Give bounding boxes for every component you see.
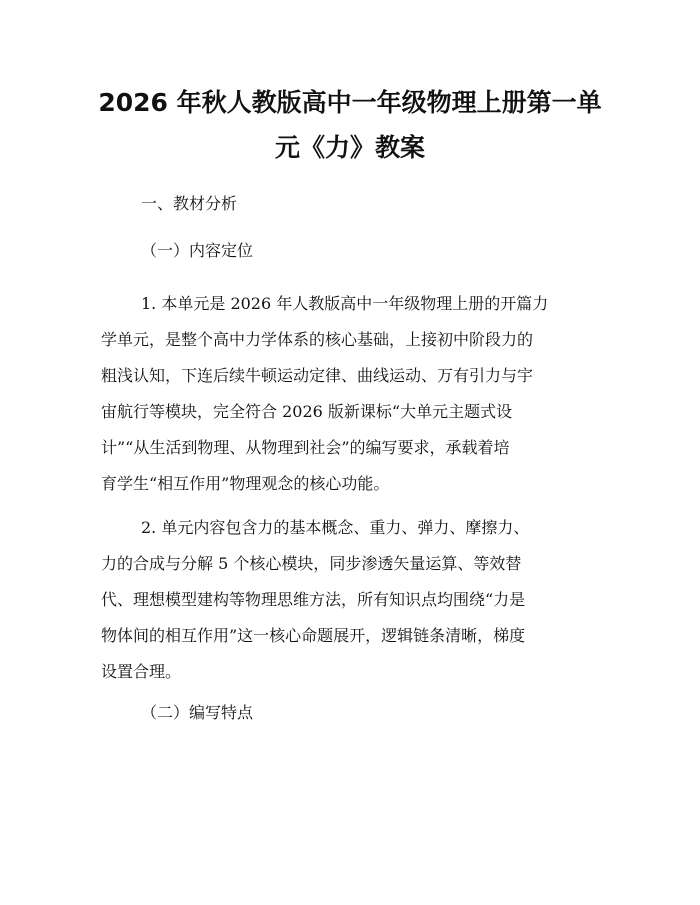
section-heading-textbook-analysis: 一、教材分析 [141,194,238,213]
paragraph-1-line-1: 1. 本单元是 2026 年人教版高中一年级物理上册的开篇力 [141,294,549,313]
document-title-line-2: 元《力》教案 [274,133,425,162]
paragraph-2-line-4: 物体间的相互作用”这一核心命题展开，逻辑链条清晰，梯度 [101,626,526,645]
paragraph-2-line-1: 2. 单元内容包含力的基本概念、重力、弹力、摩擦力、 [141,518,530,537]
paragraph-1-line-2: 学单元，是整个高中力学体系的核心基础，上接初中阶段力的 [101,330,534,349]
paragraph-2-line-3: 代、理想模型建构等物理思维方法，所有知识点均围绕“力是 [101,590,526,609]
document-title-line-1: 2026 年秋人教版高中一年级物理上册第一单 [98,88,602,117]
paragraph-unit-content [101,510,601,690]
subsection-heading-writing-features: （二）编写特点 [141,703,254,722]
paragraph-2-line-2: 力的合成与分解 5 个核心模块，同步渗透矢量运算、等效替 [101,554,522,573]
subsection-heading-content-positioning: （一）内容定位 [141,241,254,260]
paragraph-1-line-6: 育学生“相互作用”物理观念的核心功能。 [101,474,390,493]
paragraph-1-line-5: 计”“从生活到物理、从物理到社会”的编写要求，承载着培 [101,438,510,457]
paragraph-2-line-5: 设置合理。 [101,662,182,681]
paragraph-unit-positioning [101,286,601,502]
paragraph-1-line-4: 宙航行等模块，完全符合 2026 版新课标“大单元主题式设 [101,402,513,421]
paragraph-1-line-3: 粗浅认知，下连后续牛顿运动定律、曲线运动、万有引力与宇 [101,366,534,385]
